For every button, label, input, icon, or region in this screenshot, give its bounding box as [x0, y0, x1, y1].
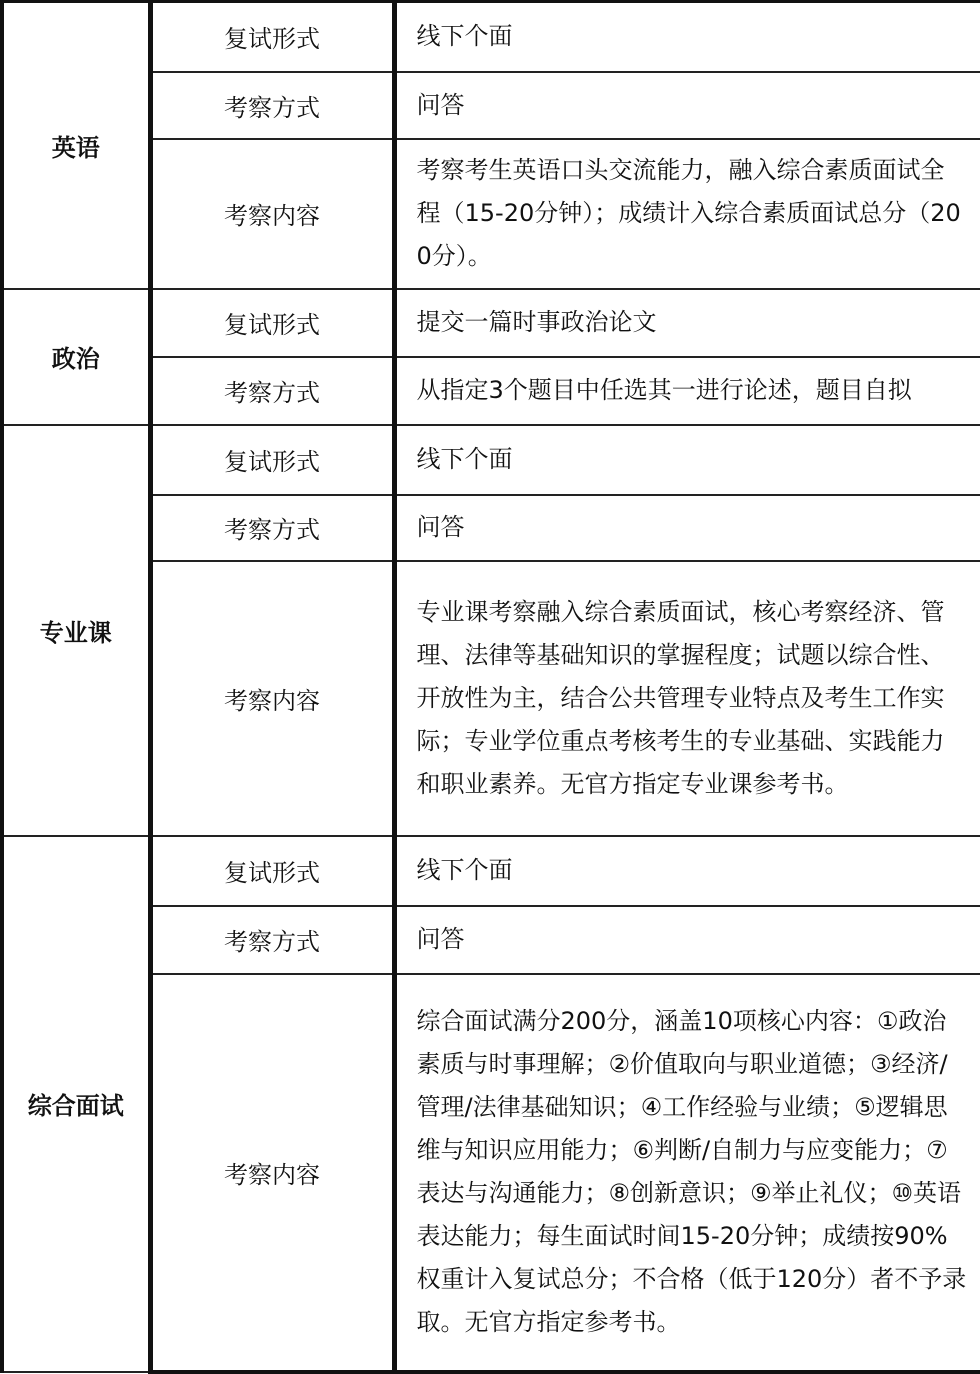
- subject-label: 综合面试: [28, 1092, 124, 1120]
- row-content: 专业课考察融入综合素质面试，核心考察经济、管理、法律等基础知识的掌握程度；试题以综合性、开放性为主，结合公共管理专业特点及考生工作实际；专业学位重点考核考生的专业基础、实践能力和职业素养。无官方指定专业课参考书。: [397, 591, 980, 806]
- row-label-cell: [150, 357, 394, 425]
- row-label-cell: [150, 2, 394, 72]
- table-row: [2, 425, 980, 495]
- row-label: 复试形式: [224, 311, 320, 339]
- row-content-cell: [394, 906, 980, 974]
- row-content: 线下个面: [397, 438, 980, 481]
- row-content-cell: [394, 289, 980, 357]
- row-content: 综合面试满分200分，涵盖10项核心内容：①政治素质与时事理解；②价值取向与职业道德；③经济/管理/法律基础知识；④工作经验与业绩；⑤逻辑思维与知识应用能力；⑥判断/自制力与应变能力；⑦表达与沟通能力；⑧创新意识；⑨举止礼仪；⑩英语表达能力；每生面试时间15-20分钟；成绩按90%权重计入复试总分；不合格（低于120分）者不予录取。无官方指定参考书。: [397, 1000, 980, 1344]
- row-label: 复试形式: [224, 25, 320, 53]
- row-label-cell: [150, 836, 394, 906]
- subject-label: 专业课: [40, 619, 112, 647]
- row-label-cell: [150, 289, 394, 357]
- row-content: 问答: [397, 506, 980, 549]
- row-label: 考察内容: [224, 687, 320, 715]
- row-content: 提交一篇时事政治论文: [397, 301, 980, 344]
- row-label: 考察内容: [224, 1161, 320, 1189]
- row-content-cell: [394, 72, 980, 139]
- row-content-cell: [394, 139, 980, 289]
- row-content-cell: [394, 836, 980, 906]
- row-label: 复试形式: [224, 859, 320, 887]
- row-label-cell: [150, 495, 394, 561]
- subject-label: 政治: [52, 345, 100, 373]
- subject-label: 英语: [52, 134, 100, 162]
- row-label-cell: [150, 425, 394, 495]
- row-content-cell: [394, 357, 980, 425]
- row-content: 从指定3个题目中任选其一进行论述，题目自拟: [397, 369, 980, 412]
- row-content-cell: [394, 974, 980, 1372]
- row-content: 线下个面: [397, 849, 980, 892]
- row-label: 考察方式: [224, 516, 320, 544]
- row-content: 线下个面: [397, 15, 980, 58]
- row-label: 复试形式: [224, 448, 320, 476]
- subject-cell-major: [2, 425, 150, 836]
- subject-cell-interview: [2, 836, 150, 1372]
- subject-cell-english: [2, 2, 150, 289]
- table-row: [2, 836, 980, 906]
- row-content: 考察考生英语口头交流能力，融入综合素质面试全程（15-20分钟）；成绩计入综合素质面试总分（200分）。: [397, 149, 980, 278]
- table-row: [2, 2, 980, 72]
- row-content: 问答: [397, 918, 980, 961]
- row-content-cell: [394, 495, 980, 561]
- row-content-cell: [394, 2, 980, 72]
- row-content: 问答: [397, 84, 980, 127]
- row-content-cell: [394, 561, 980, 836]
- row-label-cell: [150, 906, 394, 974]
- row-label-cell: [150, 974, 394, 1372]
- row-label: 考察方式: [224, 928, 320, 956]
- row-label: 考察内容: [224, 202, 320, 230]
- row-label-cell: [150, 72, 394, 139]
- row-label-cell: [150, 139, 394, 289]
- subject-cell-politics: [2, 289, 150, 425]
- row-label: 考察方式: [224, 379, 320, 407]
- table-row: [2, 289, 980, 357]
- row-content-cell: [394, 425, 980, 495]
- row-label: 考察方式: [224, 94, 320, 122]
- row-label-cell: [150, 561, 394, 836]
